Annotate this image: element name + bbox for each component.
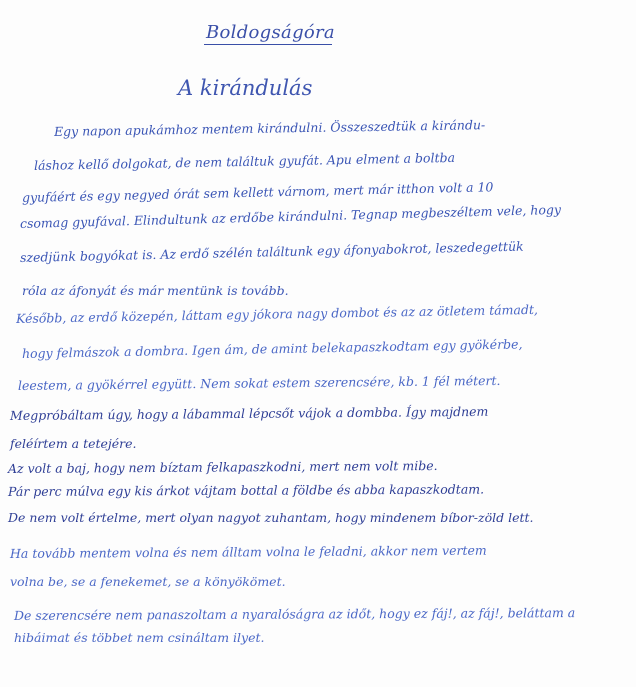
text-line-11: feléírtem a tetejére.	[10, 436, 137, 451]
text-line-7: Később, az erdő közepén, láttam egy jókora nagy dombot és az az ötletem támadt,	[15, 301, 539, 326]
text-line-4: csomag gyufával. Elindultunk az erdőbe kirándulni. Tegnap megbeszéltem vele, hogy	[19, 201, 562, 231]
text-line-18: hibáimat és többet nem csináltam ilyet.	[14, 630, 265, 645]
essay-subtitle: A kirándulás	[178, 76, 313, 100]
page-title: Boldogságóra	[206, 22, 335, 43]
text-line-17: De szerencsére nem panaszoltam a nyaralóságra az időt, hogy ez fáj!, az fáj!, beláttam a	[13, 605, 576, 623]
text-line-9: leestem, a gyökérrel együtt. Nem sokat estem szerencsére, kb. 1 fél métert.	[17, 372, 501, 393]
text-line-3: gyufáért és egy negyed órát sem kellett várnom, mert már itthon volt a 10	[21, 179, 494, 205]
text-line-14: De nem volt értelme, mert olyan nagyot zuhantam, hogy mindenem bíbor-zöld lett.	[8, 510, 534, 525]
text-line-10: Megpróbáltam úgy, hogy a lábammal lépcsőt vájok a dombba. Így majdnem	[9, 403, 489, 423]
text-line-16: volna be, se a fenekemet, se a könyökömet.	[10, 574, 286, 589]
text-line-15: Ha tovább mentem volna és nem álltam volna le feladni, akkor nem vertem	[9, 542, 487, 561]
text-line-13: Pár perc múlva egy kis árkot vájtam bottal a földbe és abba kapaszkodtam.	[7, 481, 485, 499]
text-line-8: hogy felmászok a dombra. Igen ám, de amint belekapaszkodtam egy gyökérbe,	[21, 336, 523, 361]
text-line-12: Az volt a baj, hogy nem bíztam felkapaszkodni, mert nem volt mibe.	[7, 458, 438, 476]
text-line-6: róla az áfonyát és már mentünk is tovább.	[22, 283, 289, 298]
title-underline	[204, 44, 332, 45]
text-line-1: Egy napon apukámhoz mentem kirándulni. Összeszedtük a kirándu-	[53, 117, 486, 139]
text-line-2: láshoz kellő dolgokat, de nem találtuk gyufát. Apu elment a boltba	[33, 149, 456, 173]
text-line-5: szedjünk bogyókat is. Az erdő szélén találtunk egy áfonyabokrot, leszedegettük	[19, 238, 524, 265]
